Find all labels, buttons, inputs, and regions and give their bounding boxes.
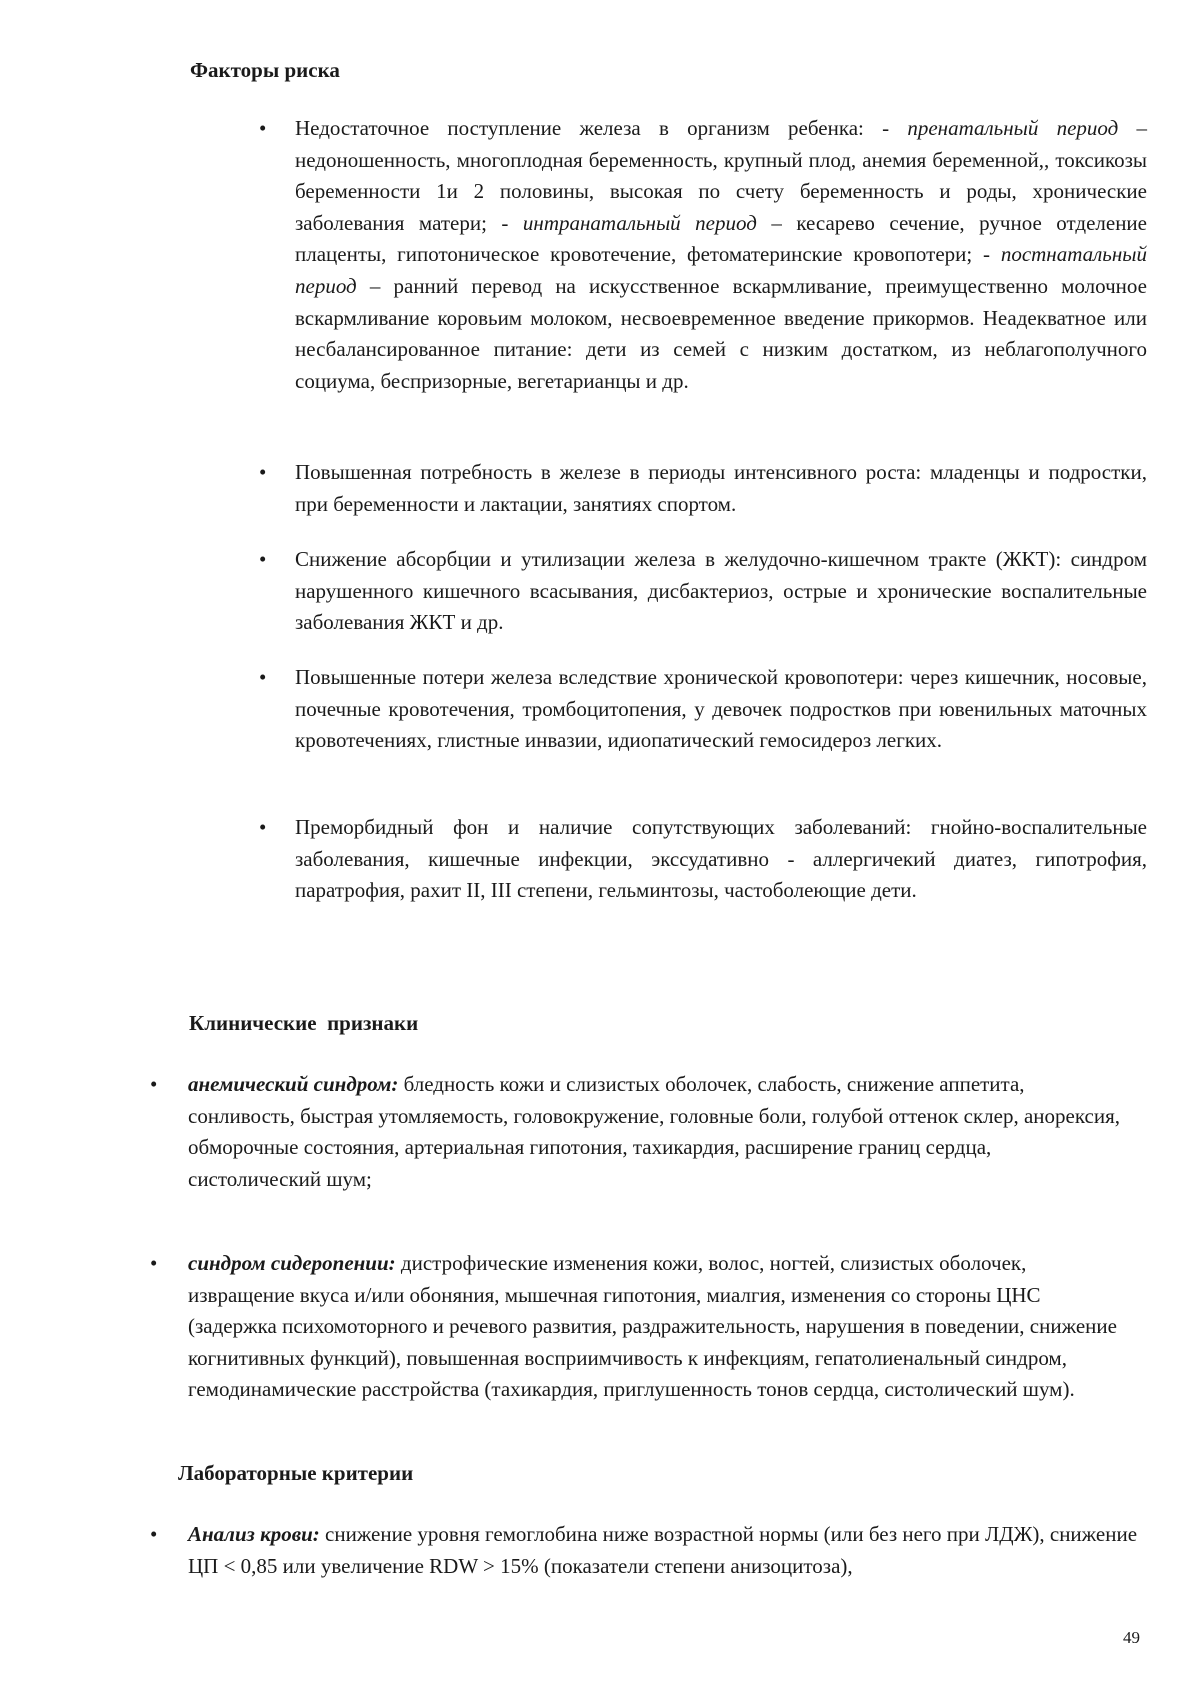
bullet-icon: • <box>259 665 267 689</box>
clinical-item-label: анемический синдром: <box>188 1072 399 1096</box>
risk-text-run: Повышенная потребность в железе в периоды интенсивного роста: младенцы и подростки, при беременности и лактации, занятиях спортом. <box>295 460 1147 516</box>
clinical-item-label: синдром сидеропении: <box>188 1251 396 1275</box>
bullet-icon: • <box>150 1072 158 1096</box>
clinical-item-text: дистрофические изменения кожи, волос, ногтей, слизистых оболочек, извращение вкуса и/или обоняния, мышечная гипотония, миалгия, изменения со стороны ЦНС (задержка психомоторного и речевого развития, раздражительность, нарушения в поведении, снижение когнитивных функций), повышенная восприимчивость к инфекциям, гепатолиенальный синдром, гемодинамические расстройства (тахикардия, приглушенность тонов сердца, систолический шум). <box>188 1251 1117 1402</box>
risk-period-term: интранатальный период <box>522 210 757 235</box>
bullet-icon: • <box>259 547 267 571</box>
heading-risk-factors: Факторы риска <box>190 58 340 82</box>
lab-item-blood-test <box>150 1519 1154 1582</box>
risk-item-blood-loss <box>259 662 1147 757</box>
risk-text-run: – кесарево сечение, ручное отделение плаценты, гипотоническое кровотечение, фетоматеринские кровопотери; - <box>295 210 1147 267</box>
risk-item-text <box>295 547 1147 634</box>
risk-text-run: Снижение абсорбции и утилизации железа в желудочно-кишечном тракте (ЖКТ): синдром нарушенного кишечного всасывания, дисбактериоз, острые и хронические воспалительные заболевания ЖКТ и др. <box>295 547 1147 635</box>
bullet-icon: • <box>150 1251 158 1275</box>
risk-text-run: – ранний перевод на искусственное вскармливание, преимущественно молочное вскармливание коровьим молоком, несвоевременное введение прикормов. Неадекватное или несбалансированное питание: дети из семей с низким достатком, из неблагополучного социума, беспризорные, вегетарианцы и др. <box>295 273 1147 393</box>
page-number: 49 <box>1123 1628 1140 1647</box>
risk-item-text <box>295 116 1147 393</box>
bullet-icon: • <box>150 1522 158 1546</box>
bullet-icon: • <box>259 116 267 140</box>
risk-period-term: пренатальный период <box>907 116 1119 140</box>
bullet-icon: • <box>259 460 267 484</box>
heading-clinical-signs: Клинические признаки <box>189 1011 419 1035</box>
lab-item-text: снижение уровня гемоглобина ниже возрастной нормы (или без него при ЛДЖ), снижение ЦП < 0,85 или увеличение RDW > 15% (показатели степени анизоцитоза), <box>188 1522 1138 1578</box>
risk-text-run: – недоношенность, многоплодная беременность, крупный плод, анемия беременной,, токсикозы беременности 1и 2 половины, высокая по счету беременность и роды, хронические заболевания матери; - <box>295 116 1147 235</box>
risk-item-premorbid <box>259 812 1147 907</box>
risk-text-run: Недостаточное поступление железа в организм ребенка: - <box>295 116 908 140</box>
clinical-item-anemic-syndrome <box>150 1069 1121 1195</box>
risk-item-text <box>295 815 1147 902</box>
clinical-item-sideropenia <box>150 1248 1120 1406</box>
bullet-icon: • <box>259 815 267 839</box>
risk-item-iron-intake <box>259 113 1147 397</box>
risk-item-text <box>295 460 1147 516</box>
risk-item-text <box>295 665 1147 752</box>
heading-lab-criteria: Лабораторные критерии <box>178 1461 414 1485</box>
risk-period-term: постнатальный период <box>295 242 1147 298</box>
risk-text-run: Преморбидный фон и наличие сопутствующих заболеваний: гнойно-воспалительные заболевания, кишечные инфекции, экссудативно - аллергичекий диатез, гипотрофия, паратрофия, рахит II, III степени, гельминтозы, частоболеющие дети. <box>295 815 1147 903</box>
clinical-item-text: бледность кожи и слизистых оболочек, слабость, снижение аппетита, сонливость, быстрая утомляемость, головокружение, головные боли, голубой оттенок склер, анорексия, обморочные состояния, артериальная гипотония, тахикардия, расширение границ сердца, систолический шум; <box>188 1072 1121 1191</box>
risk-item-absorption <box>259 544 1147 639</box>
risk-item-increased-need <box>259 457 1147 520</box>
lab-item-label: Анализ крови: <box>188 1522 320 1546</box>
risk-text-run: Повышенные потери железа вследствие хронической кровопотери: через кишечник, носовые, почечные кровотечения, тромбоцитопения, у девочек подростков при ювенильных маточных кровотечениях, глистные инвазии, идиопатический гемосидероз легких. <box>295 665 1147 753</box>
